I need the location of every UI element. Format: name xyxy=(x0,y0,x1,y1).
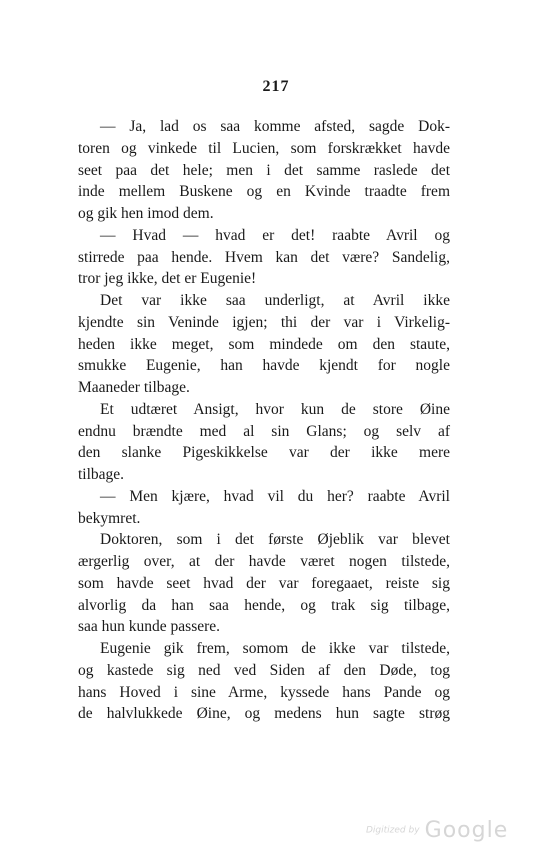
text-line: tror jeg ikke, det er Eugenie! xyxy=(78,270,257,288)
text-line: ærgerlig over, at der havde været nogen tilstede, xyxy=(78,553,450,570)
text-line: saa hun kunde passere. xyxy=(78,618,221,636)
text-line: og kastede sig ned ved Siden af den Døde, tog xyxy=(78,661,450,679)
text-line: hans Hoved i sine Arme, kyssede hans Pande og xyxy=(78,683,450,701)
text-line: kjendte sin Veninde igjen; thi der var i Virkelig- xyxy=(78,313,450,331)
text-line: smukke Eugenie, han havde kjendt for nogle xyxy=(78,357,450,375)
digitized-watermark xyxy=(366,818,508,843)
body-text xyxy=(78,116,450,725)
text-line: som havde seet hvad der var foregaaet, reiste sig xyxy=(78,574,450,592)
text-line: alvorlig da han saa hende, og trak sig tilbage, xyxy=(78,596,450,614)
text-line: toren og vinkede til Lucien, som forskrækket havde xyxy=(78,139,450,157)
watermark-logo: Google xyxy=(424,818,509,843)
text-line: den slanke Pigeskikkelse var der ikke mere xyxy=(78,444,450,462)
text-line: bekymret. xyxy=(78,509,141,527)
text-line: Doktoren, som i det første Øjeblik var blevet xyxy=(100,531,450,549)
text-line: seet paa det hele; men i det samme raslede det xyxy=(78,161,450,179)
text-line: — Hvad — hvad er det! raabte Avril og xyxy=(100,226,450,244)
page-number: 217 xyxy=(262,78,290,95)
text-line: tilbage. xyxy=(78,466,125,483)
text-line: — Men kjære, hvad vil du her? raabte Avril xyxy=(100,487,450,505)
text-line: — Ja, lad os saa komme afsted, sagde Dok- xyxy=(100,118,450,135)
text-line: Eugenie gik frem, somom de ikke var tilstede, xyxy=(100,640,450,657)
text-line: Et udtæret Ansigt, hvor kun de store Øine xyxy=(100,400,450,418)
text-line: endnu brændte med al sin Glans; og selv af xyxy=(78,422,450,440)
text-line: inde mellem Buskene og en Kvinde traadte frem xyxy=(78,183,450,201)
watermark-prefix: Digitized by xyxy=(366,825,420,836)
text-line: heden ikke meget, som mindede om den staute, xyxy=(78,335,450,353)
text-line: stirrede paa hende. Hvem kan det være? Sandelig, xyxy=(78,248,450,266)
text-line: og gik hen imod dem. xyxy=(78,205,214,222)
text-line: Det var ikke saa underligt, at Avril ikke xyxy=(100,292,450,309)
text-line: de halvlukkede Øine, og medens hun sagte strøg xyxy=(78,705,450,723)
text-line: Maaneder tilbage. xyxy=(78,379,190,396)
